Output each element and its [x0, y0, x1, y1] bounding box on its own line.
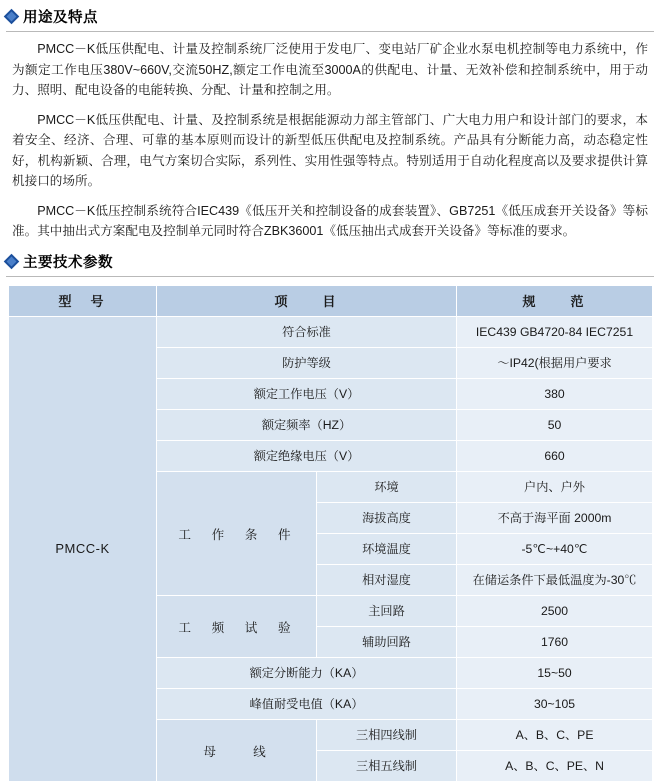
model-cell: PMCC-K	[9, 316, 157, 781]
row-item: 额定绝缘电压（V）	[157, 440, 457, 471]
row-subitem: 环境	[317, 471, 457, 502]
table-row	[9, 316, 653, 347]
uses-body	[0, 39, 660, 242]
paragraph-3: PMCC－K低压控制系统符合IEC439《低压开关和控制设备的成套装置》、GB7251《低压成套开关设备》等标准。其中抽出式方案配电及控制单元同时符合ZBK36001《低压抽出式成套开关设备》等标准的要求。	[12, 203, 648, 238]
row-value: 15~50	[457, 657, 653, 688]
section-heading-params	[0, 251, 660, 272]
row-item: 防护等级	[157, 347, 457, 378]
row-item: 额定分断能力（KA）	[157, 657, 457, 688]
heading-divider-params	[6, 276, 654, 277]
heading-divider-uses	[6, 31, 654, 32]
row-subitem: 主回路	[317, 595, 457, 626]
row-value: 50	[457, 409, 653, 440]
row-subitem: 三相四线制	[317, 719, 457, 750]
row-value: A、B、C、PE、N	[457, 750, 653, 781]
header-item: 项 目	[157, 285, 457, 316]
spec-table	[8, 285, 653, 782]
row-item: 额定频率（HZ）	[157, 409, 457, 440]
section-heading-uses	[0, 6, 660, 27]
diamond-bullet-icon	[4, 253, 20, 269]
row-item: 额定工作电压（V）	[157, 378, 457, 409]
group-work-conditions: 工 作 条 件	[157, 471, 317, 595]
row-subitem: 三相五线制	[317, 750, 457, 781]
row-item: 峰值耐受电值（KA）	[157, 688, 457, 719]
group-power-freq-test: 工 频 试 验	[157, 595, 317, 657]
row-subitem: 环境温度	[317, 533, 457, 564]
row-subitem: 相对湿度	[317, 564, 457, 595]
row-value: 1760	[457, 626, 653, 657]
section-title-uses: 用途及特点	[23, 10, 98, 26]
row-value: 660	[457, 440, 653, 471]
header-spec: 规 范	[457, 285, 653, 316]
row-value: -5℃~+40℃	[457, 533, 653, 564]
spec-table-wrapper	[0, 285, 660, 782]
row-value: ～IP42(根据用户要求	[457, 347, 653, 378]
row-value: 380	[457, 378, 653, 409]
section-title-params: 主要技术参数	[23, 254, 113, 271]
paragraph-1: PMCC－K低压供配电、计量及控制系统厂泛使用于发电厂、变电站厂矿企业水泵电机控制等电力系统中，作为额定工作电压380V~660V,交流50HZ,额定工作电流至3000A的供配电、计量、无效补偿和控制系统中，用于动力、照明、配电设备的电能转换、分配、计量和控制之用。	[12, 42, 648, 97]
group-busbar: 母 线	[157, 719, 317, 781]
row-value: 户内、户外	[457, 471, 653, 502]
diamond-bullet-icon	[4, 9, 20, 25]
row-subitem: 海拔高度	[317, 502, 457, 533]
paragraph-2: PMCC－K低压供配电、计量、及控制系统是根据能源动力部主管部门、广大电力用户和设计部门的要求，本着安全、经济、合理、可靠的基本原则而设计的新型低压供配电及控制系统。产品具有分断能力高，动态稳定性好，机构新颖、合理，电气方案切合实际，系列性、实用性强等特点。特别适用于自动化程度高以及要求提供计算机接口的场所。	[12, 112, 648, 188]
row-item: 符合标准	[157, 316, 457, 347]
row-value: 2500	[457, 595, 653, 626]
header-model: 型 号	[9, 285, 157, 316]
row-value: 在储运条件下最低温度为-30℃	[457, 564, 653, 595]
table-header-row	[9, 285, 653, 316]
row-value: IEC439 GB4720-84 IEC7251	[457, 316, 653, 347]
row-value: 30~105	[457, 688, 653, 719]
row-subitem: 辅助回路	[317, 626, 457, 657]
row-value: A、B、C、PE	[457, 719, 653, 750]
document-page	[0, 6, 660, 773]
row-value: 不高于海平面 2000m	[457, 502, 653, 533]
